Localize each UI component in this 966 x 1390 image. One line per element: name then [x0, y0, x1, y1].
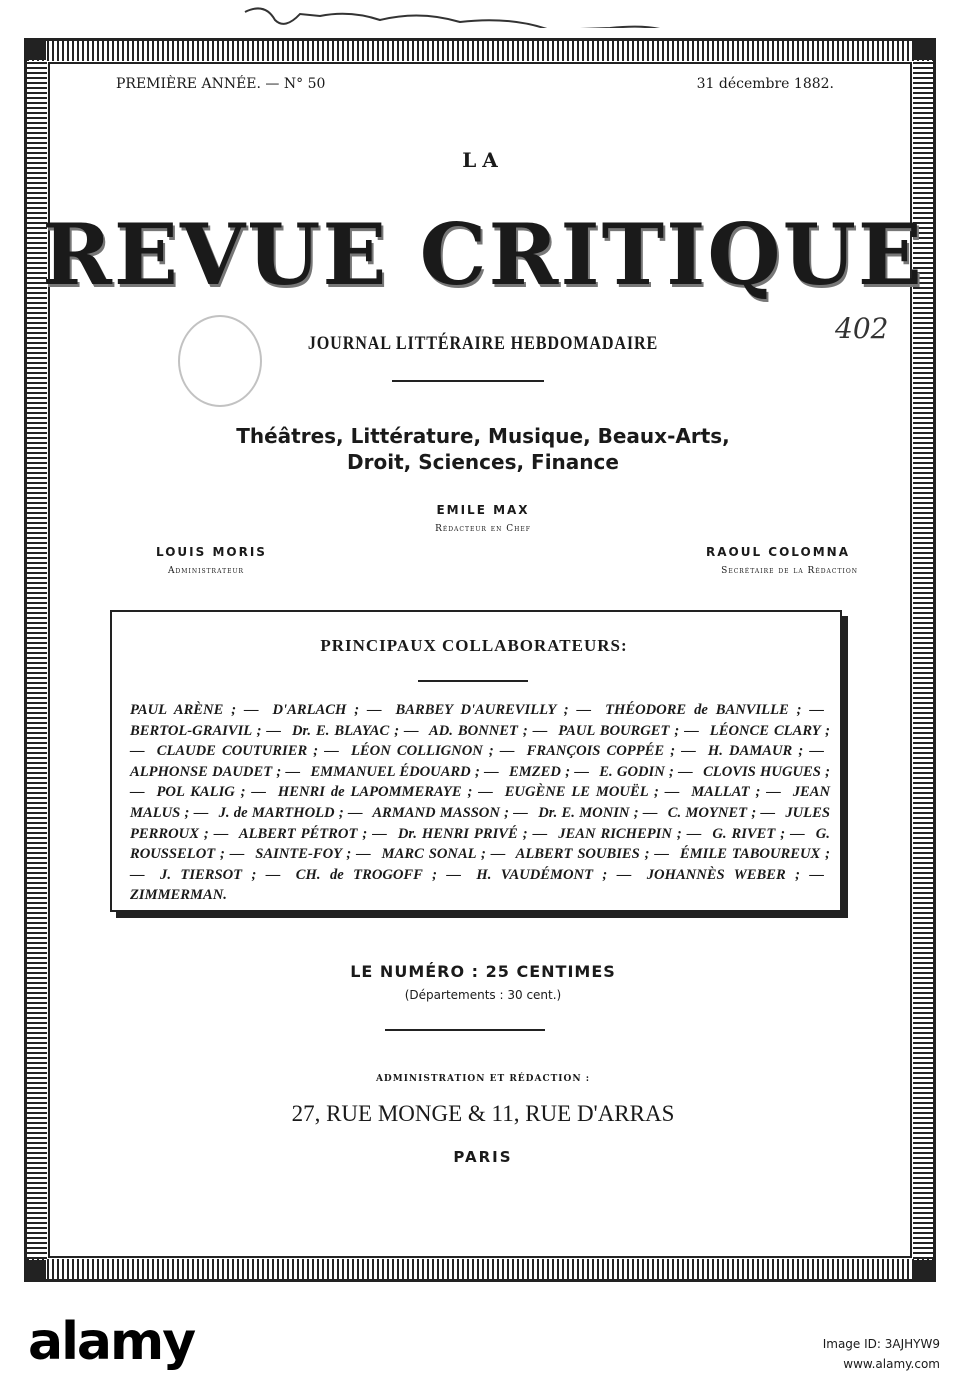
watermark-info: [823, 1334, 940, 1374]
collaborator-name: HENRI de LAPOMMERAYE ; —: [277, 784, 493, 801]
collaborator-name: EMZED ; —: [509, 763, 589, 780]
collaborator-name: G. ROUSSELOT ; —: [130, 825, 830, 863]
border-corner-ornament: [914, 38, 936, 60]
collaborator-name: JULES PERROUX ; —: [130, 804, 830, 842]
collaborator-name: LÉONCE CLARY ; —: [130, 722, 831, 760]
collaborator-name: E. GODIN ; —: [599, 763, 693, 780]
collaborator-name: D'ARLACH ; —: [272, 702, 382, 718]
collaborator-name: SAINTE-FOY ; —: [255, 846, 371, 863]
collaborator-name: C. MOYNET ; —: [667, 804, 776, 821]
divider: [418, 680, 528, 682]
collaborator-name: G. RIVET ; —: [712, 825, 805, 842]
collaborator-name: CH. de TROGOFF ; —: [295, 866, 461, 883]
collaborator-name: FRANÇOIS COPPÉE ; —: [526, 743, 696, 760]
collaborator-name: Dr. HENRI PRIVÉ ; —: [397, 825, 548, 842]
collaborator-name: PAUL BOURGET ; —: [558, 722, 699, 739]
collaborator-name: JEAN RICHEPIN ; —: [558, 825, 702, 842]
secretary-name: RAOUL COLOMNA: [706, 545, 850, 559]
collaborator-name: ALBERT PÉTROT ; —: [238, 825, 387, 842]
collaborator-name: H. DAMAUR ; —: [707, 743, 824, 760]
handwriting-scribble: [240, 0, 680, 28]
watermark-url: www.alamy.com: [843, 1357, 940, 1371]
border-corner-ornament: [24, 38, 46, 60]
collaborator-name: PAUL ARÈNE ; —: [130, 702, 259, 718]
collaborator-name: MALLAT ; —: [691, 784, 781, 801]
collaborator-name: BERTOL-GRAIVIL ; —: [130, 722, 282, 739]
collaborator-name: EUGÈNE LE MOUËL ; —: [504, 784, 680, 801]
alamy-logo: alamy: [28, 1312, 195, 1372]
image-id: Image ID: 3AJHYW9: [822, 1337, 940, 1351]
collaborator-name: BARBEY D'AUREVILLY ; —: [395, 702, 592, 718]
address-street: 27, RUE MONGE & 11, RUE D'ARRAS: [291, 1101, 675, 1126]
border-corner-ornament: [914, 1260, 936, 1282]
address-label: ADMINISTRATION ET RÉDACTION :: [375, 1074, 591, 1084]
collaborator-name: Dr. E. BLAYAC ; —: [291, 722, 419, 739]
collaborator-name: POL KALIG ; —: [156, 784, 267, 801]
collaborator-name: JOHANNÈS WEBER ; —: [646, 866, 824, 883]
collaborator-name: EMMANUEL ÉDOUARD ; —: [310, 763, 499, 780]
masthead-title: REVUE CRITIQUE: [42, 205, 924, 304]
border-corner-ornament: [24, 1260, 46, 1282]
masthead-subtitle: JOURNAL LITTÉRAIRE HEBDOMADAIRE: [307, 333, 659, 354]
administrator-name: LOUIS MORIS: [156, 545, 267, 559]
topics-line-2: Droit, Sciences, Finance: [347, 450, 619, 474]
divider: [392, 380, 544, 382]
collaborator-name: J. TIERSOT ; —: [160, 866, 281, 883]
collaborator-name: JEAN MALUS ; —: [130, 784, 830, 821]
collaborator-name: ZIMMERMAN.: [130, 887, 227, 904]
collaborator-name: LÉON COLLIGNON ; —: [351, 743, 515, 760]
collaborators-list: [130, 700, 830, 906]
collaborator-name: Dr. E. MONIN ; —: [538, 804, 658, 821]
address-city: PARIS: [453, 1148, 513, 1166]
editor-name: EMILE MAX: [436, 503, 530, 517]
collaborator-name: THÉODORE de BANVILLE ; —: [605, 702, 825, 718]
collaborator-name: MARC SONAL ; —: [381, 846, 506, 863]
issue-date: 31 décembre 1882.: [696, 76, 834, 92]
price: LE NUMÉRO : 25 CENTIMES: [350, 962, 616, 981]
collaborator-name: AD. BONNET ; —: [429, 722, 548, 739]
collaborator-name: ALPHONSE DAUDET ; —: [130, 763, 301, 780]
topics-line-1: Théâtres, Littérature, Musique, Beaux-Arts,: [236, 424, 730, 448]
masthead-article: LA: [462, 148, 504, 172]
watermark-bar: [0, 1300, 966, 1390]
collaborator-name: CLOVIS HUGUES ; —: [130, 763, 831, 801]
library-stamp: [178, 315, 262, 407]
collaborator-name: J. de MARTHOLD ; —: [218, 804, 363, 821]
collaborator-name: ÉMILE TABOUREUX ; —: [130, 846, 831, 883]
price-departments: (Départements : 30 cent.): [404, 988, 562, 1002]
issue-number: PREMIÈRE ANNÉE. — N° 50: [116, 76, 326, 92]
collaborator-name: H. VAUDÉMONT ; —: [476, 866, 632, 883]
collaborators-title: PRINCIPAUX COLLABORATEURS:: [320, 636, 628, 655]
secretary-role: Secrétaire de la Rédaction: [721, 566, 858, 576]
collaborator-name: ARMAND MASSON ; —: [372, 804, 528, 821]
administrator-role: Administrateur: [168, 566, 245, 576]
divider: [385, 1029, 545, 1031]
collaborator-name: CLAUDE COUTURIER ; —: [156, 743, 339, 760]
collaborator-name: ALBERT SOUBIES ; —: [515, 846, 670, 863]
catalog-number-handwritten: 402: [835, 312, 889, 345]
editor-role: Rédacteur en Chef: [435, 524, 531, 534]
